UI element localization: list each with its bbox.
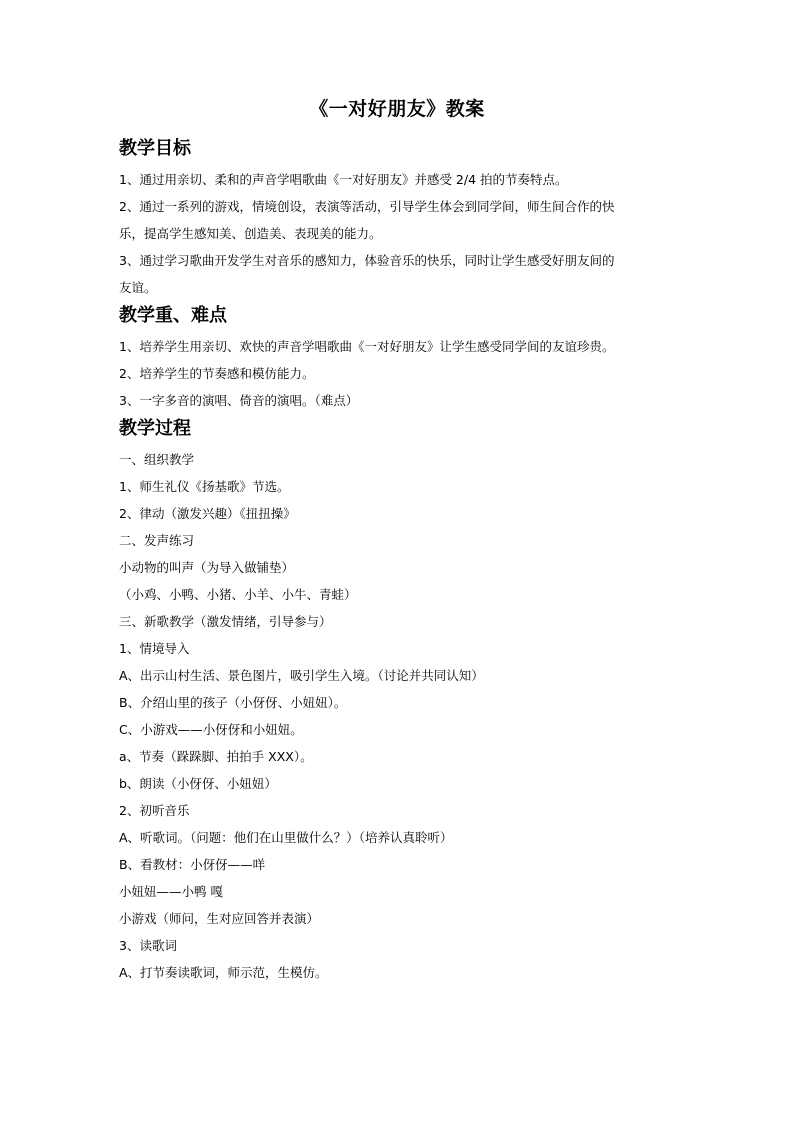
keypoints-list (119, 333, 677, 414)
process-item: B、看教材：小伢伢——咩 (119, 857, 266, 872)
process-item: 1、师生礼仪《扬基歌》节选。 (119, 479, 290, 494)
process-item: A、听歌词。（问题：他们在山里做什么？）（培养认真聆听） (119, 830, 453, 845)
keypoints-item: 3、一字多音的演唱、倚音的演唱。（难点） (119, 393, 359, 408)
process-item: 小妞妞——小鸭 嘎 (119, 884, 223, 899)
process-item: 3、读歌词 (119, 938, 177, 953)
process-item: 小动物的叫声（为导入做铺垫） (119, 560, 295, 575)
goals-item: 友谊。 (119, 280, 157, 295)
process-list (119, 446, 677, 986)
process-item: 小游戏（师问，生对应回答并表演） (119, 911, 320, 926)
process-item: 2、初听音乐 (119, 803, 190, 818)
section-heading-process: 教学过程 (119, 418, 191, 439)
process-item: A、出示山村生活、景色图片，吸引学生入境。（讨论并共同认知） (119, 668, 484, 683)
goals-item: 乐，提高学生感知美、创造美、表现美的能力。 (119, 226, 382, 241)
keypoints-item: 2、培养学生的节奏感和模仿能力。 (119, 366, 315, 381)
section-heading-keypoints: 教学重、难点 (119, 305, 227, 326)
goals-item: 1、通过用亲切、柔和的声音学唱歌曲《一对好朋友》并感受 2/4 拍的节奏特点。 (119, 172, 568, 187)
keypoints-item: 1、培养学生用亲切、欢快的声音学唱歌曲《一对好朋友》让学生感受同学间的友谊珍贵。 (119, 339, 615, 354)
document-title: 《一对好朋友》教案 (309, 98, 485, 120)
goals-list (119, 166, 677, 301)
process-item: 1、情境导入 (119, 641, 190, 656)
process-item: （小鸡、小鸭、小猪、小羊、小牛、青蛙） (119, 587, 357, 602)
process-item: 2、律动（激发兴趣）《扭扭操》 (119, 506, 296, 521)
process-item: a、节奏（跺跺脚、拍拍手 XXX）。 (119, 749, 313, 764)
process-item: 三、新歌教学（激发情绪，引导参与） (119, 614, 332, 629)
process-item: b、朗读（小伢伢、小妞妞） (119, 776, 277, 791)
process-item: 二、发声练习 (119, 533, 195, 548)
section-heading-goals: 教学目标 (119, 138, 191, 159)
goals-item: 3、通过学习歌曲开发学生对音乐的感知力，体验音乐的快乐，同时让学生感受好朋友间的 (119, 253, 615, 268)
goals-item: 2、通过一系列的游戏，情境创设，表演等活动，引导学生体会到同学间，师生间合作的快 (119, 199, 615, 214)
process-item: A、打节奏读歌词，师示范，生模仿。 (119, 965, 328, 980)
process-item: C、小游戏——小伢伢和小妞妞。 (119, 722, 303, 737)
process-item: 一、组织教学 (119, 452, 195, 467)
document-body (119, 136, 677, 986)
process-item: B、介绍山里的孩子（小伢伢、小妞妞）。 (119, 695, 347, 710)
